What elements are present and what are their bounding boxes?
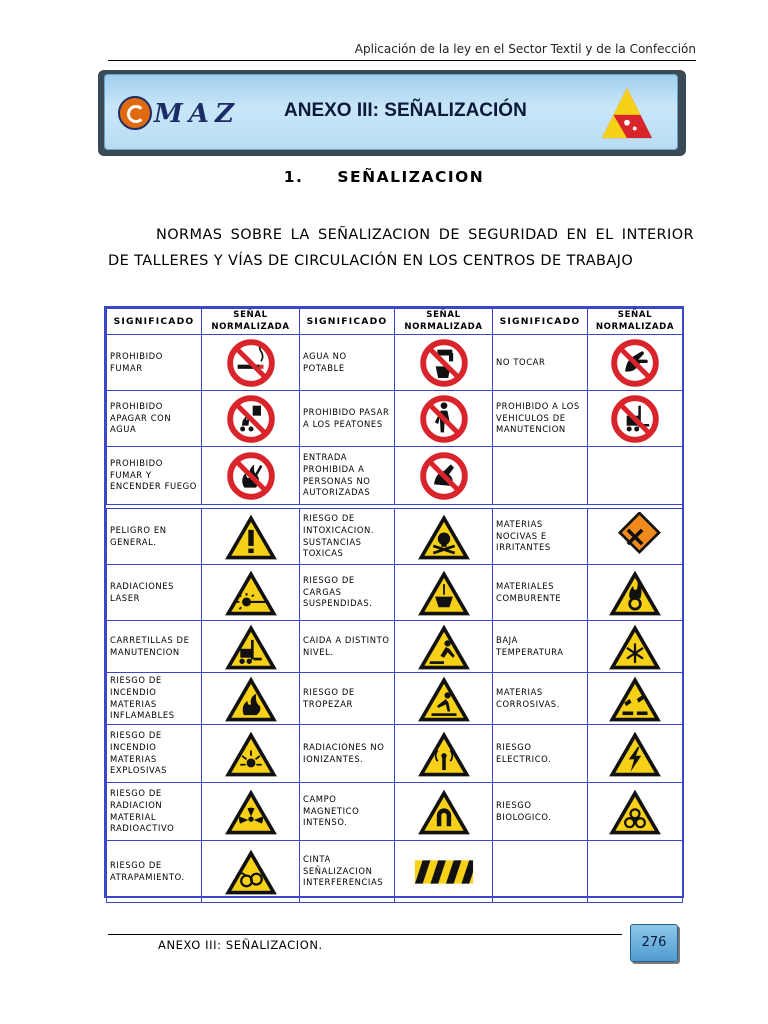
header-senal-3: SEÑAL NORMALIZADA: [588, 309, 683, 335]
sign-cell: [395, 673, 493, 725]
sign-meaning: CINTA SEÑALIZACION INTERFERENCIAS: [300, 841, 395, 903]
sign-meaning: PROHIBIDO A LOS VEHICULOS DE MANUTENCION: [493, 391, 588, 447]
sign-cell: [202, 335, 300, 391]
header-rule: [108, 60, 696, 61]
sign-meaning: RIESGO DE CARGAS SUSPENDIDAS.: [300, 565, 395, 621]
no-flame-icon: [202, 451, 299, 501]
no-smoking-icon: [202, 338, 299, 388]
sign-meaning: RIESGO DE INCENDIO MATERIAS EXPLOSIVAS: [107, 725, 202, 783]
suspended-load-icon: [395, 568, 492, 618]
header-significado-3: SIGNIFICADO: [493, 309, 588, 335]
sign-cell: [395, 841, 493, 903]
sign-meaning: PROHIBIDO APAGAR CON AGUA: [107, 391, 202, 447]
warning-row: [107, 841, 683, 903]
snowflake-icon: [588, 622, 682, 672]
sign-meaning: RIESGO DE TROPEZAR: [300, 673, 395, 725]
sign-cell: [395, 621, 493, 673]
explosive-icon: [202, 729, 299, 779]
sign-meaning: RADIACIONES NO IONIZANTES.: [300, 725, 395, 783]
non-ionizing-radiation-icon: [395, 729, 492, 779]
sign-cell: [202, 783, 300, 841]
sign-meaning: CAIDA A DISTINTO NIVEL.: [300, 621, 395, 673]
intro-text: NORMAS SOBRE LA SEÑALIZACION DE SEGURIDAD EN EL INTERIOR DE TALLERES Y VÍAS DE CIRCULACIÓN EN LOS CENTROS DE TRABAJO: [108, 227, 694, 269]
sign-meaning: RIESGO BIOLOGICO.: [493, 783, 588, 841]
sign-meaning: PROHIBIDO PASAR A LOS PEATONES: [300, 391, 395, 447]
sign-cell: [395, 783, 493, 841]
banner-title: ANEXO III: SEÑALIZACIÓN: [284, 100, 527, 121]
triangle-emblem-icon: [598, 84, 656, 142]
sign-cell: [202, 673, 300, 725]
sign-meaning: PROHIBIDO FUMAR Y ENCENDER FUEGO: [107, 447, 202, 505]
fall-icon: [395, 622, 492, 672]
sign-meaning: RIESGO DE ATRAPAMIENTO.: [107, 841, 202, 903]
sign-meaning: MATERIALES COMBURENTE: [493, 565, 588, 621]
prohibition-row: [107, 391, 683, 447]
intro-paragraph: [108, 222, 694, 274]
sign-cell: [395, 565, 493, 621]
sign-meaning: MATERIAS NOCIVAS E IRRITANTES: [493, 509, 588, 565]
sign-cell: [395, 447, 493, 505]
warning-row: [107, 673, 683, 725]
sign-cell: [588, 509, 683, 565]
sign-cell: [202, 447, 300, 505]
prohibition-row: [107, 335, 683, 391]
sign-cell: [588, 447, 683, 505]
header-senal-2: SEÑAL NORMALIZADA: [395, 309, 493, 335]
header-significado-1: SIGNIFICADO: [107, 309, 202, 335]
header-significado-2: SIGNIFICADO: [300, 309, 395, 335]
no-touch-icon: [588, 338, 682, 388]
maz-logo-icon: [118, 96, 152, 130]
sign-cell: [588, 621, 683, 673]
sign-cell: [202, 509, 300, 565]
sign-meaning: MATERIAS CORROSIVAS.: [493, 673, 588, 725]
signs-table: [106, 308, 683, 903]
non-potable-water-icon: [395, 338, 492, 388]
hazard-stripes-icon: [395, 857, 492, 887]
sign-cell: [588, 565, 683, 621]
toxic-icon: [395, 512, 492, 562]
sign-meaning: NO TOCAR: [493, 335, 588, 391]
no-pedestrians-icon: [395, 394, 492, 444]
footer-rule: [108, 934, 622, 935]
sign-cell: [588, 841, 683, 903]
sign-cell: [202, 391, 300, 447]
section-title: [0, 168, 768, 186]
sign-meaning: CARRETILLAS DE MANUTENCION: [107, 621, 202, 673]
header-senal-1: SEÑAL NORMALIZADA: [202, 309, 300, 335]
warning-row: [107, 783, 683, 841]
sign-cell: [202, 565, 300, 621]
harmful-irritant-icon: [588, 512, 682, 562]
sign-meaning: AGUA NO POTABLE: [300, 335, 395, 391]
sign-cell: [395, 391, 493, 447]
sign-cell: [202, 621, 300, 673]
sign-meaning: PELIGRO EN GENERAL.: [107, 509, 202, 565]
laser-icon: [202, 568, 299, 618]
no-entry-icon: [395, 451, 492, 501]
biohazard-icon: [588, 787, 682, 837]
section-number: 1.: [283, 168, 304, 186]
sign-meaning: RIESGO ELECTRICO.: [493, 725, 588, 783]
section-name: SEÑALIZACION: [337, 168, 485, 186]
general-danger-icon: [202, 512, 299, 562]
title-banner: [104, 74, 678, 150]
no-water-extinguish-icon: [202, 394, 299, 444]
sign-cell: [395, 725, 493, 783]
sign-meaning: [493, 447, 588, 505]
electric-icon: [588, 729, 682, 779]
sign-meaning: RIESGO DE INCENDIO MATERIAS INFLAMABLES: [107, 673, 202, 725]
sign-meaning: ENTRADA PROHIBIDA A PERSONAS NO AUTORIZADAS: [300, 447, 395, 505]
sign-cell: [588, 783, 683, 841]
sign-cell: [588, 725, 683, 783]
prohibition-row: [107, 447, 683, 505]
sign-meaning: BAJA TEMPERATURA: [493, 621, 588, 673]
no-forklift-icon: [588, 394, 682, 444]
sign-cell: [588, 391, 683, 447]
sign-cell: [202, 725, 300, 783]
forklift-icon: [202, 622, 299, 672]
page-number-badge: 276: [630, 924, 678, 962]
warning-row: [107, 621, 683, 673]
warning-row: [107, 565, 683, 621]
sign-meaning: CAMPO MAGNETICO INTENSO.: [300, 783, 395, 841]
sign-meaning: [493, 841, 588, 903]
sign-cell: [395, 335, 493, 391]
warning-row: [107, 725, 683, 783]
sign-cell: [588, 335, 683, 391]
sign-meaning: PROHIBIDO FUMAR: [107, 335, 202, 391]
footer-text: ANEXO III: SEÑALIZACION.: [158, 938, 323, 952]
sign-cell: [588, 673, 683, 725]
sign-cell: [202, 841, 300, 903]
entrapment-icon: [202, 847, 299, 897]
trip-icon: [395, 674, 492, 724]
running-header: Aplicación de la ley en el Sector Textil y de la Confección: [354, 42, 696, 56]
maz-logo-text: MAZ: [154, 99, 240, 129]
corrosive-icon: [588, 674, 682, 724]
radioactive-icon: [202, 787, 299, 837]
sign-meaning: RIESGO DE RADIACION MATERIAL RADIOACTIVO: [107, 783, 202, 841]
flammable-icon: [202, 674, 299, 724]
oxidizer-icon: [588, 568, 682, 618]
warning-row: [107, 509, 683, 565]
sign-cell: [395, 509, 493, 565]
sign-meaning: RIESGO DE INTOXICACION. SUSTANCIAS TOXICAS: [300, 509, 395, 565]
magnetic-icon: [395, 787, 492, 837]
sign-meaning: RADIACIONES LASER: [107, 565, 202, 621]
